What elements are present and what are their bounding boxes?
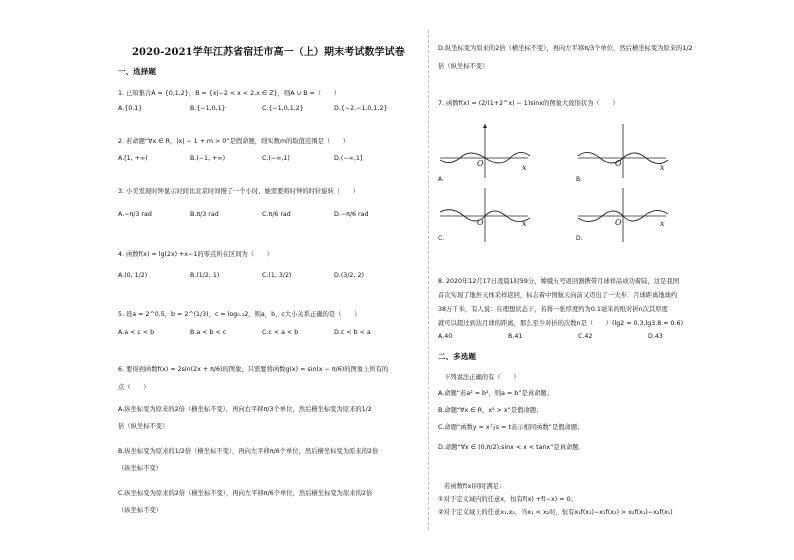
question-6-text: 6. 要得到函数f(x) = 2sin(2x + π/6)的图象，只需要将函数g(x) = sin(x − π/6)的图象上所有的 <box>118 366 389 373</box>
origin-label: O <box>615 218 622 227</box>
question-7-text: 7. 函数f(x) = (2/(1+2^x) − 1)sinx的图象大致形状为（ ） <box>438 100 619 107</box>
question-10-text: 若函数f(x)同时满足： <box>444 483 506 490</box>
x-axis-label: x <box>660 219 665 228</box>
option-c[interactable]: C.42 <box>578 333 593 340</box>
question-9-option-d[interactable]: D.命题“∀x ∈ (0,π/2),sinx < x < tanx”是真命题． <box>438 444 585 451</box>
option-d[interactable]: D.(−∞,1] <box>334 155 363 162</box>
question-10-condition-2: ②对于定义域上的任意x₁,x₂，当x₁ < x₂时，恒有x₁f(x₁)−x₁f(x₂) > x₂f(x₁)−x₂f(x₁) <box>438 509 673 516</box>
origin-label: O <box>477 218 484 227</box>
option-d[interactable]: D.−π/6 rad <box>334 211 369 218</box>
question-10-condition-1: ①对于定义域内的任意x，恒有f(x) +f(−x) = 0； <box>438 496 577 503</box>
question-8-text-2: 首次实现了地外天体采样返回，标志着中国航天向前又迈出了一大步．月球距离地球约 <box>438 292 678 299</box>
question-8-text-3: 38万千米，有人说：在理想状态下，若将一张厚度约为0.1毫米的纸对折n次其厚度 <box>438 306 668 313</box>
option-d[interactable]: D.c < b < a <box>334 329 371 336</box>
column-divider <box>428 30 429 530</box>
graph-b-label: B. <box>576 176 583 183</box>
question-6-text-cont: 点（ ） <box>118 384 150 391</box>
option-d[interactable]: D.(3/2, 2) <box>334 272 364 279</box>
option-b[interactable]: B.{−1,0,1} <box>190 105 226 112</box>
question-6-option-a[interactable]: A.纵坐标变为原来的2倍（横坐标不变），再向右平移π/3个单位，然后横坐标变为原来的1/2 <box>118 406 372 413</box>
question-6-option-c-cont: （纵坐标不变） <box>118 507 163 514</box>
question-9-option-a[interactable]: A.命题“若a² = b²，则a = b”是真命题； <box>438 390 554 397</box>
graph-option-d[interactable] <box>578 186 668 244</box>
option-a[interactable]: A.40 <box>438 333 453 340</box>
question-6-option-b-cont: （纵坐标不变） <box>118 465 163 472</box>
question-4-text: 4. 函数f(x) = lg(2x) +x−1的零点所在区间为（ ） <box>118 251 273 258</box>
option-a[interactable]: A.a < c < b <box>118 329 155 336</box>
option-b[interactable]: B.(1/2, 1) <box>190 272 220 279</box>
option-d[interactable]: D.43 <box>648 333 663 340</box>
graph-c-label: C. <box>438 235 445 242</box>
option-c[interactable]: C.c < a < b <box>262 329 299 336</box>
option-a[interactable]: A.{0,1} <box>118 105 143 112</box>
question-9-text: 下列说法正确的有（ ） <box>444 374 520 381</box>
option-a[interactable]: A.−π/3 rad <box>118 211 152 218</box>
question-2-text: 2. 若命题“∀x ∈ R，|x| − 1 + m > 0”是假命题，则实数m的取值范围是（ ） <box>118 138 350 145</box>
x-axis-label: x <box>522 219 527 228</box>
question-6-option-c[interactable]: C.纵坐标变为原来的2倍（横坐标不变），再向左平移π/6个单位，然后横坐标变为原来的2倍 <box>118 490 373 497</box>
option-c[interactable]: C.π/6 rad <box>262 211 291 218</box>
option-c[interactable]: C.(−∞,1) <box>262 155 290 162</box>
option-a[interactable]: A.[1, +∞) <box>118 155 148 162</box>
exam-title: 2020-2021学年江苏省宿迁市高一（上）期末考试数学试卷 <box>132 47 405 58</box>
section-heading-multi-choice: 二、多选题 <box>438 352 476 361</box>
question-1-text: 1. 已知集合A = {0,1,2}，B = {x|−2 < x < 2,x ∈ Z}，则A ∪ B =（ ） <box>118 90 340 97</box>
question-9-option-b[interactable]: B.命题“∀x ∈ R，x² > x”是假命题； <box>438 407 543 414</box>
x-axis-label: x <box>522 163 527 172</box>
question-6-option-a-cont: 倍（纵坐标不变） <box>118 423 169 430</box>
origin-label: O <box>615 159 622 168</box>
graph-option-a[interactable] <box>440 120 530 178</box>
option-b[interactable]: B.a < b < c <box>190 329 227 336</box>
x-axis-label: x <box>660 163 665 172</box>
option-d[interactable]: D.{−2,−1,0,1,2} <box>334 105 388 112</box>
option-b[interactable]: B.41 <box>508 333 523 340</box>
question-5-text: 5. 设a = 2^0.5，b = 2^(1/3)，c = log₀.₃2，则a，b，c大小关系正确的是（ ） <box>118 311 361 318</box>
graph-option-b[interactable] <box>578 120 668 178</box>
question-9-option-c[interactable]: C.命题“函数y = x与s = t表示相同函数”是假命题； <box>438 424 584 431</box>
section-heading-single-choice: 一、选择题 <box>118 67 156 76</box>
graph-option-c[interactable] <box>440 186 530 244</box>
question-8-text-1: 8. 2020年12月17日凌晨1时59分，嫦娥五号返回器携带月球样品成功着陆，这是我国 <box>438 278 679 285</box>
option-c[interactable]: C.(1, 3/2) <box>262 272 292 279</box>
question-6-option-d[interactable]: D.纵坐标变为原来的2倍（横坐标不变），再向左平移π/3个单位，然后横坐标变为原来的1/2 <box>438 45 693 52</box>
option-a[interactable]: A.(0, 1/2) <box>118 272 148 279</box>
option-b[interactable]: B.π/3 rad <box>190 211 219 218</box>
question-8-text-4: 就可以超过到达月球的距离，那么至少对折的次数n是（ ）(lg2 ≈ 0.3,lg3.8 ≈ 0.6) <box>438 320 684 327</box>
question-6-option-d-cont: 倍（纵坐标不变） <box>438 63 489 70</box>
question-3-text: 3. 小美发现时钟显示时间比北京时间慢了一个小时，她需要将时钟的时针旋转（ ） <box>118 188 359 195</box>
origin-label: O <box>477 159 484 168</box>
question-6-option-b[interactable]: B.纵坐标变为原来的1/2倍（横坐标不变），再向左平移π/6个单位，然后横坐标变为原来的2倍 <box>118 448 379 455</box>
option-b[interactable]: B.(−1, +∞) <box>190 155 226 162</box>
graph-d-label: D. <box>576 235 583 242</box>
graph-a-label: A. <box>438 176 444 183</box>
option-c[interactable]: C.{−1,0,1,2} <box>262 105 304 112</box>
